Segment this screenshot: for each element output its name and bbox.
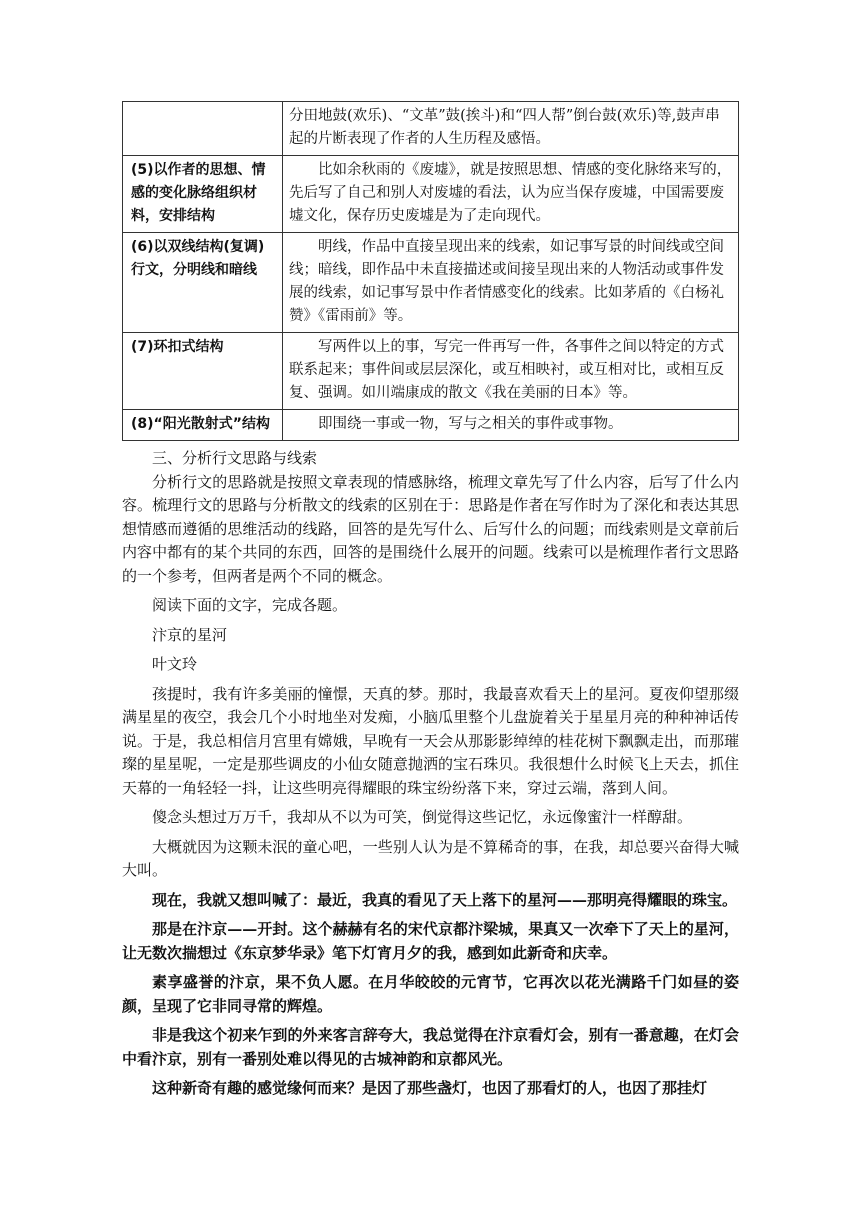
article-paragraph: 大概就因为这颗未泯的童心吧，一些别人认为是不算稀奇的事，在我，却总要兴奋得大喊大叫。 <box>122 837 739 879</box>
table-row <box>123 102 739 156</box>
article-paragraph: 那是在汴京——开封。这个赫赫有名的宋代京都汴梁城，果真又一次牵下了天上的星河，让无数次揣想过《东京梦华录》笔下灯宵月夕的我，感到如此新奇和庆幸。 <box>122 920 739 962</box>
method-description: 写两件以上的事，写完一件再写一件，各事件之间以特定的方式联系起来；事件间或层层深化，或互相映衬，或互相对比，或相互反复、强调。如川端康成的散文《我在美丽的日本》等。 <box>283 333 739 410</box>
table-row <box>123 333 739 410</box>
method-label: (7)环扣式结构 <box>123 333 283 410</box>
article-paragraph: 这种新奇有趣的感觉缘何而来？是因了那些盏灯，也因了那看灯的人，也因了那挂灯 <box>152 1079 708 1097</box>
structure-methods-table <box>122 101 739 441</box>
section-intro-paragraph: 分析行文的思路就是按照文章表现的情感脉络，梳理文章先写了什么内容，后写了什么内容。梳理行文的思路与分析散文的线索的区别在于：思路是作者在写作时为了深化和表达其思想情感而遵循的思维活动的线路，回答的是先写什么、后写什么的问题；而线索则是文章前后内容中都有的某个共同的东西，回答的是围绕什么展开的问题。线索可以是梳理作者行文思路的一个参考，但两者是两个不同的概念。 <box>122 472 739 585</box>
article-paragraph: 素享盛誉的汴京，果不负人愿。在月华皎皎的元宵节，它再次以花光满路千门如昼的姿颜，呈现了它非同寻常的辉煌。 <box>122 973 739 1015</box>
method-label: (8)“阳光散射式”结构 <box>123 410 283 441</box>
method-description: 即围绕一事或一物，写与之相关的事件或事物。 <box>283 410 739 441</box>
section-heading: 三、分析行文思路与线索 <box>152 449 318 467</box>
article-paragraph: 孩提时，我有许多美丽的憧憬，天真的梦。那时，我最喜欢看天上的星河。夏夜仰望那缀满星星的夜空，我会几个小时地坐对发痴，小脑瓜里整个儿盘旋着关于星星月亮的种种神话传说。于是，我总相信月宫里有嫦娥，早晚有一天会从那影影绰绰的桂花树下飘飘走出，而那璀璨的星星呢，一定是那些调皮的小仙女随意抛洒的宝石珠贝。我很想什么时候飞上天去，抓住天幕的一角轻轻一抖，让这些明亮得耀眼的珠宝纷纷落下来，穿过云端，落到人间。 <box>122 684 739 797</box>
article-author: 叶文玲 <box>152 655 198 673</box>
method-description: 比如余秋雨的《废墟》，就是按照思想、情感的变化脉络来写的，先后写了自己和别人对废墟的看法，认为应当保存废墟，中国需要废墟文化，保存历史废墟是为了走向现代。 <box>283 156 739 233</box>
method-label <box>123 102 283 156</box>
table-row <box>123 233 739 333</box>
table-row <box>123 410 739 441</box>
method-description: 分田地鼓(欢乐)、“文革”鼓(挨斗)和“四人帮”倒台鼓(欢乐)等,鼓声串起的片断表现了作者的人生历程及感悟。 <box>283 102 739 156</box>
reading-instruction: 阅读下面的文字，完成各题。 <box>152 596 348 614</box>
table-row <box>123 156 739 233</box>
method-label: (6)以双线结构(复调)行文，分明线和暗线 <box>123 233 283 333</box>
article-paragraph: 傻念头想过万万千，我却从不以为可笑，倒觉得这些记忆，永远像蜜汁一样醇甜。 <box>152 808 693 826</box>
main-body-text <box>122 447 739 1101</box>
method-description: 明线，作品中直接呈现出来的线索，如记事写景的时间线或空间线；暗线，即作品中未直接描述或间接呈现出来的人物活动或事件发展的线索，如记事写景中作者情感变化的线索。比如茅盾的《白杨礼赞》《雷雨前》等。 <box>283 233 739 333</box>
article-title: 汴京的星河 <box>152 625 228 644</box>
method-label: (5)以作者的思想、情感的变化脉络组织材料，安排结构 <box>123 156 283 233</box>
article-paragraph: 现在，我就又想叫喊了：最近，我真的看见了天上落下的星河——那明亮得耀眼的珠宝。 <box>152 890 738 909</box>
article-paragraph: 非是我这个初来乍到的外来客言辞夸大，我总觉得在汴京看灯会，别有一番意趣，在灯会中看汴京，别有一番别处难以得见的古城神韵和京都风光。 <box>122 1026 739 1068</box>
